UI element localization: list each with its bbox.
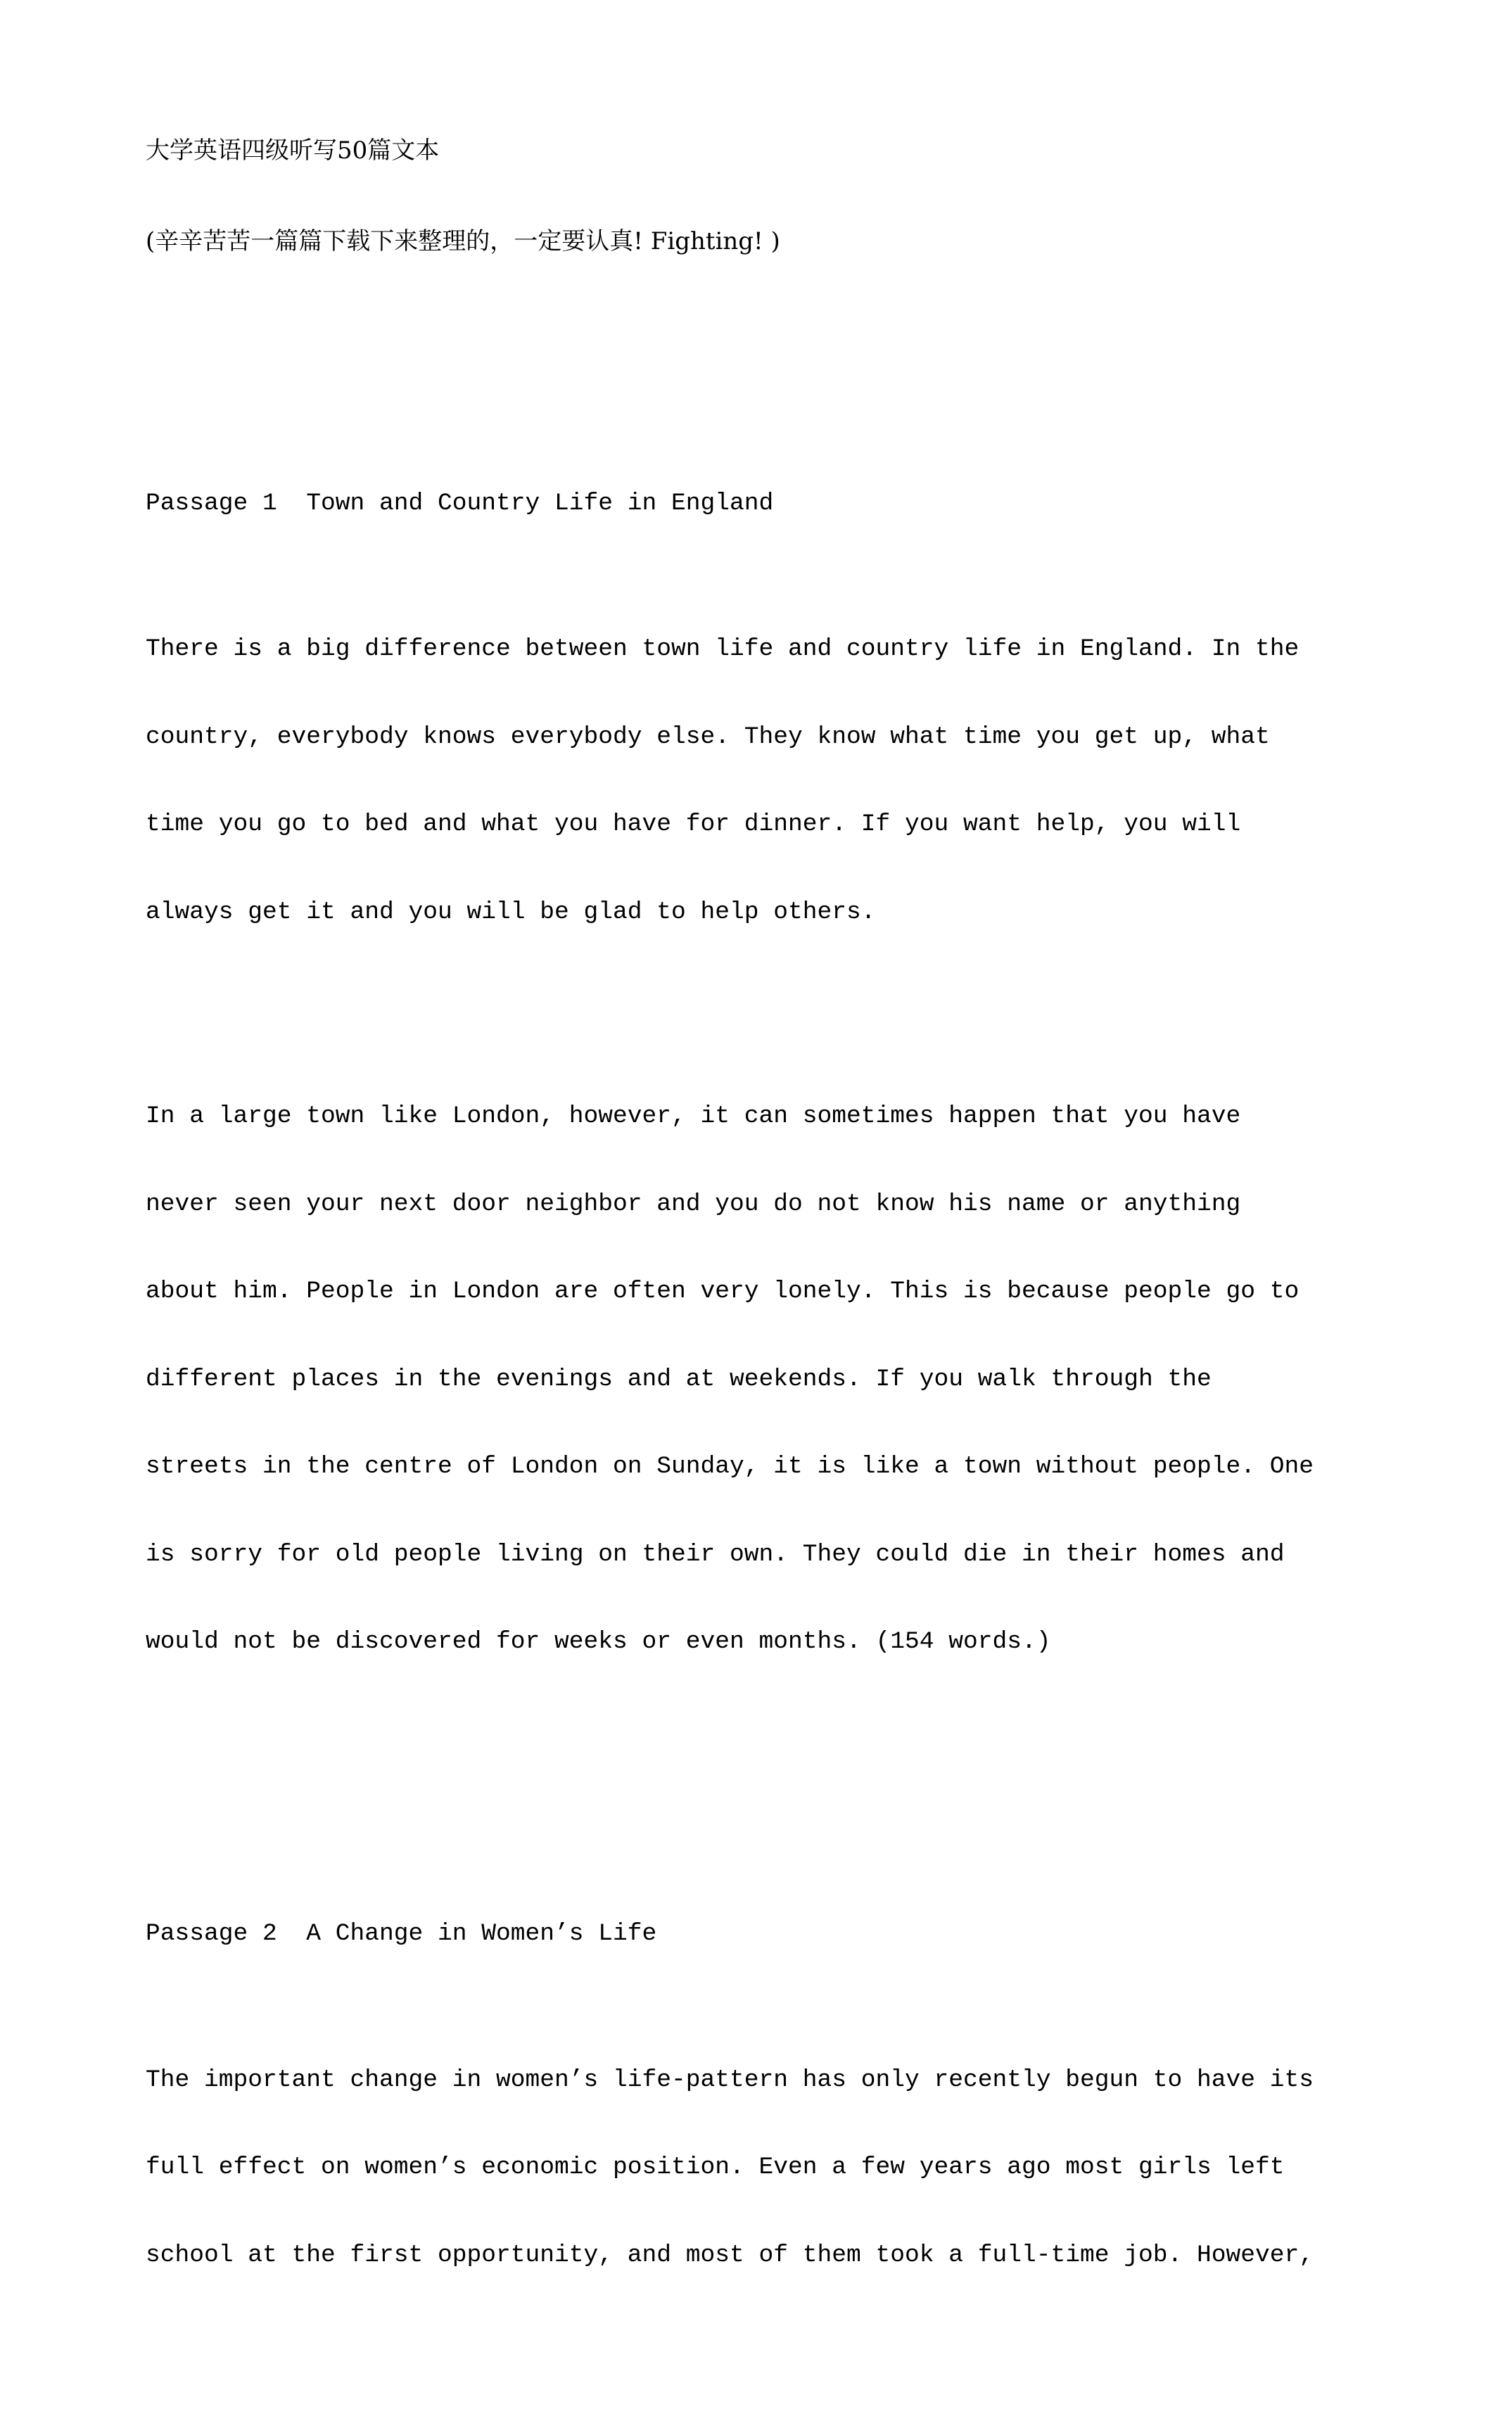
blank-line — [146, 316, 1482, 343]
text-line: would not be discovered for weeks or even months. (154 words.) — [146, 1628, 1051, 1655]
text-line: always get it and you will be glad to help others. — [146, 898, 876, 926]
paragraph — [146, 576, 1482, 985]
document-page — [146, 76, 1482, 2416]
document-title: 大学英语四级听写50篇文本 — [146, 136, 440, 165]
paragraph — [146, 2007, 1482, 2329]
text-line: There is a big difference between town life and country life in England. In the — [146, 635, 1300, 663]
text-line: school at the first opportunity, and most of them took a full-time job. However, — [146, 2241, 1314, 2269]
passage-heading: Passage 1 Town and Country Life in England — [146, 489, 774, 517]
text-line: time you go to bed and what you have for dinner. If you want help, you will — [146, 810, 1241, 838]
text-line: streets in the centre of London on Sunday, it is like a town without people. One — [146, 1453, 1314, 1480]
text-line: country, everybody knows everybody else. They know what time you get up, what — [146, 723, 1270, 751]
passage-1 — [146, 431, 1482, 1774]
text-line: In a large town like London, however, it can sometimes happen that you have — [146, 1102, 1241, 1130]
text-line: is sorry for old people living on their own. They could die in their homes and — [146, 1540, 1285, 1568]
text-line: about him. People in London are often very lonely. This is because people go to — [146, 1278, 1300, 1305]
passage-heading: Passage 2 A Change in Women’s Life — [146, 1920, 657, 1947]
text-line: full effect on women’s economic position. Even a few years ago most girls left — [146, 2154, 1285, 2181]
document-subtitle: (辛辛苦苦一篇篇下载下来整理的，一定要认真! Fighting! ) — [146, 227, 780, 255]
text-line: different places in the evenings and at weekends. If you walk through the — [146, 1365, 1212, 1393]
paragraph — [146, 1043, 1482, 1715]
text-line: The important change in women’s life-pattern has only recently begun to have its — [146, 2066, 1314, 2094]
passage-2 — [146, 1861, 1482, 2386]
text-line: never seen your next door neighbor and you do not know his name or anything — [146, 1190, 1241, 1218]
